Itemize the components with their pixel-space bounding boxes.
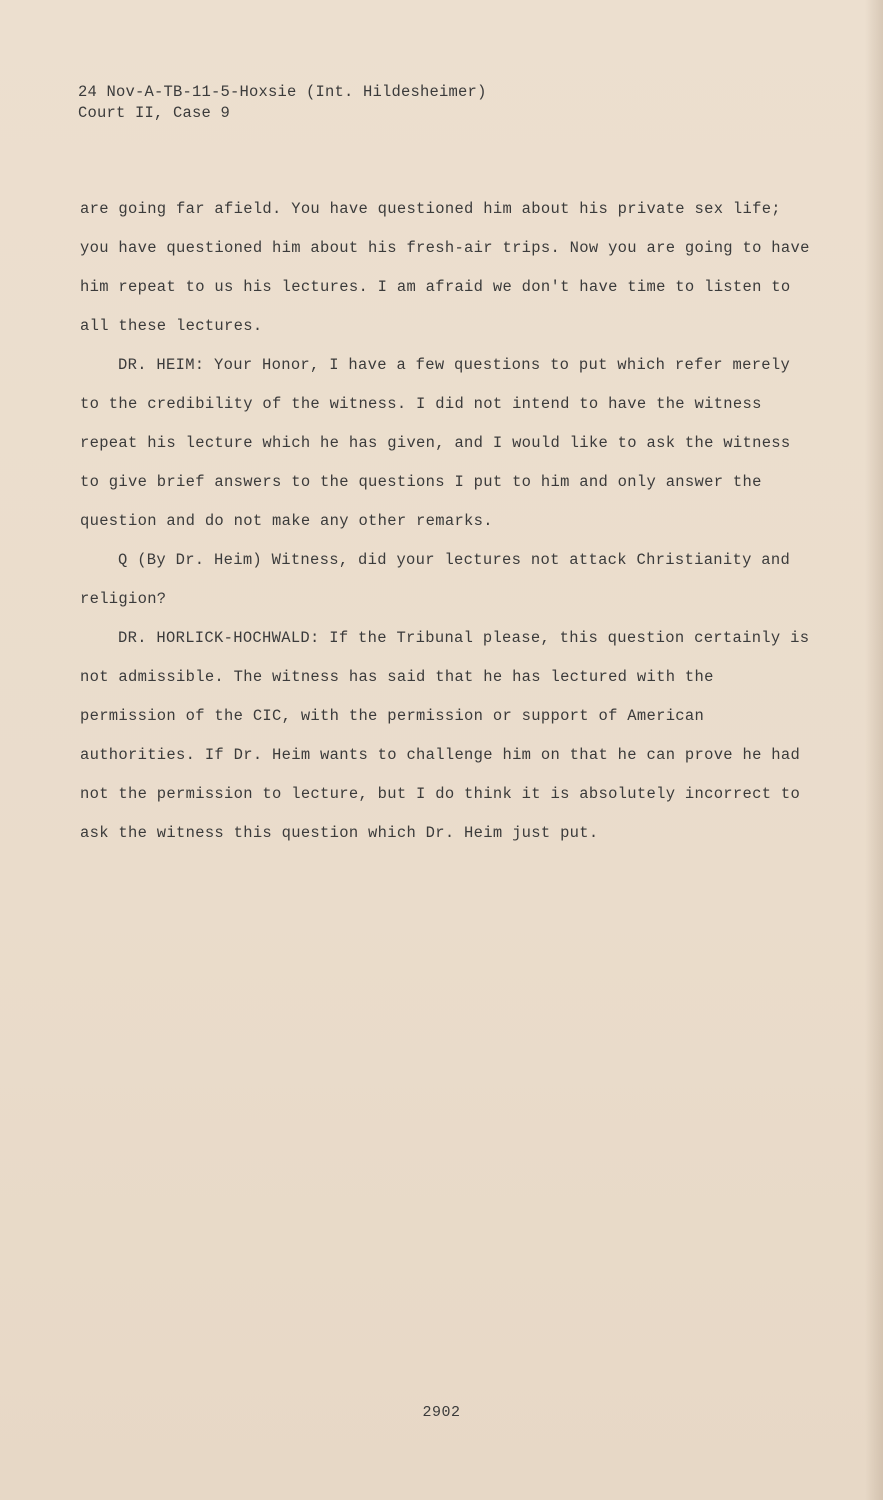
transcript-paragraph: DR. HORLICK-HOCHWALD: If the Tribunal please, this question certainly is not admissible. The witness has said that he has lectured with the permission of the CIC, with the permission or support of American authorities. If Dr. Heim wants to challenge him on that he can prove he had not the permission to lecture, but I do think it is absolutely incorrect to ask the witness this question which Dr. Heim just put. bbox=[80, 629, 810, 842]
header-reference: 24 Nov-A-TB-11-5-Hoxsie (Int. Hildesheimer) bbox=[78, 83, 487, 101]
transcript-body bbox=[80, 190, 810, 853]
transcript-paragraph: are going far afield. You have questioned him about his private sex life; you have questioned him about his fresh-air trips. Now you are going to have him repeat to us his lectures. I am afraid we don't have time to listen to all these lectures. bbox=[80, 200, 810, 335]
page-number: 2902 bbox=[422, 1404, 461, 1421]
document-header bbox=[78, 82, 487, 124]
header-court: Court II, Case 9 bbox=[78, 104, 231, 122]
transcript-paragraph: Q (By Dr. Heim) Witness, did your lectures not attack Christianity and religion? bbox=[80, 551, 791, 608]
transcript-paragraph: DR. HEIM: Your Honor, I have a few questions to put which refer merely to the credibility of the witness. I did not intend to have the witness repeat his lecture which he has given, and I would like to ask the witness to give brief answers to the questions I put to him and only answer the question and do not make any other remarks. bbox=[80, 356, 791, 530]
